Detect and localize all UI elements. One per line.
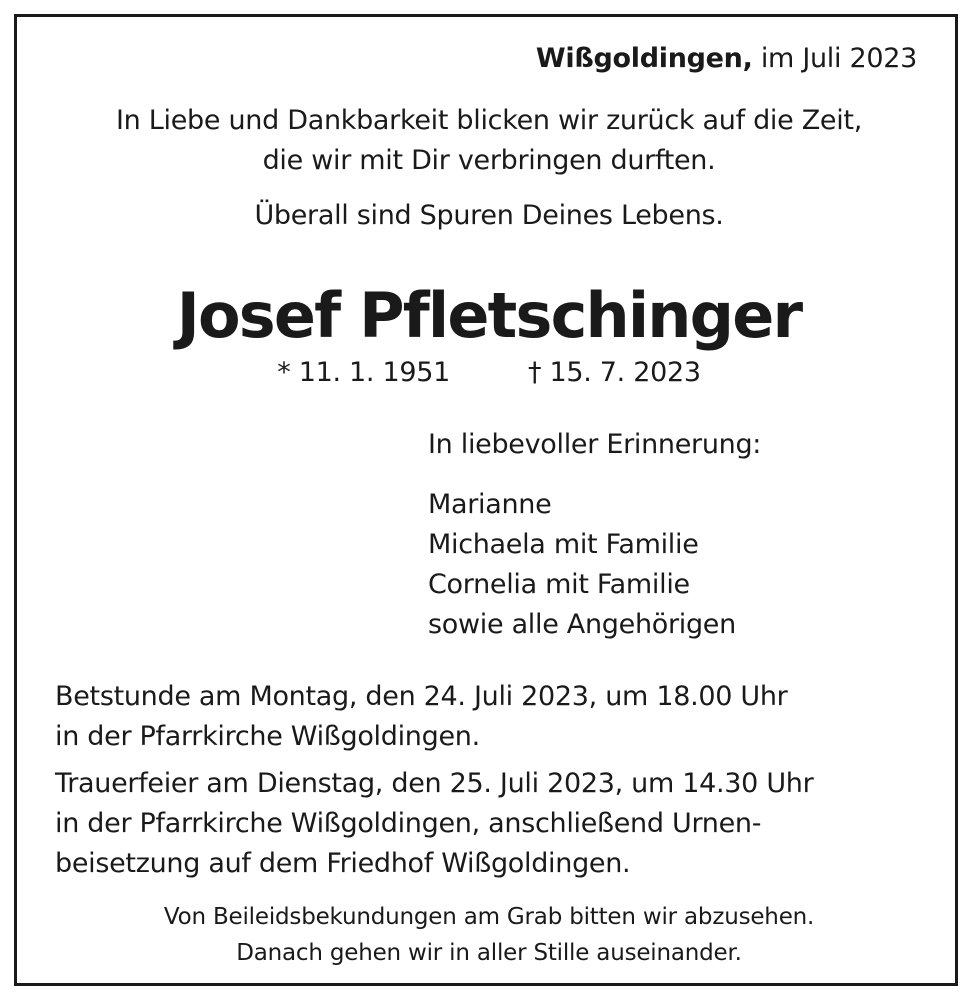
mourners-list [428,485,736,645]
intro-line-3: Überall sind Spuren Deines Lebens. [254,200,724,231]
intro-line-1: In Liebe und Dankbarkeit blicken wir zurück auf die Zeit, [116,105,862,136]
obituary-notice [14,14,958,986]
life-dates [17,357,961,388]
closing-line-2: Danach gehen wir in aller Stille auseinander. [236,940,742,966]
mourner-name: Marianne [428,489,552,520]
mourner-name: Cornelia mit Familie [428,569,690,600]
funeral-line: beisetzung auf dem Friedhof Wißgoldingen. [55,848,631,879]
mourner-name: sowie alle Angehörigen [428,609,736,640]
intro-line-2: die wir mit Dir verbringen durften. [262,145,716,176]
closing-line-1: Von Beileidsbekundungen am Grab bitten wir abzusehen. [163,904,815,930]
prayer-line: Betstunde am Montag, den 24. Juli 2023, um 18.00 Uhr [55,681,788,712]
birth-date: * 11. 1. 1951 [277,357,450,388]
deceased-name: Josef Pfletschinger [176,279,802,352]
place-name: Wißgoldingen, [535,43,753,74]
mourner-name: Michaela mit Familie [428,529,699,560]
prayer-service-info [55,677,787,757]
notice-date: im Juli 2023 [760,43,917,74]
death-date: † 15. 7. 2023 [528,357,701,388]
funeral-line: in der Pfarrkirche Wißgoldingen, anschließend Urnen- [55,808,762,839]
place-date-line [536,43,917,74]
mourners-heading: In liebevoller Erinnerung: [428,429,762,460]
funeral-line: Trauerfeier am Dienstag, den 25. Juli 2023, um 14.30 Uhr [55,768,814,799]
funeral-service-info [55,764,813,884]
prayer-line: in der Pfarrkirche Wißgoldingen. [55,721,480,752]
closing-note [17,899,961,971]
